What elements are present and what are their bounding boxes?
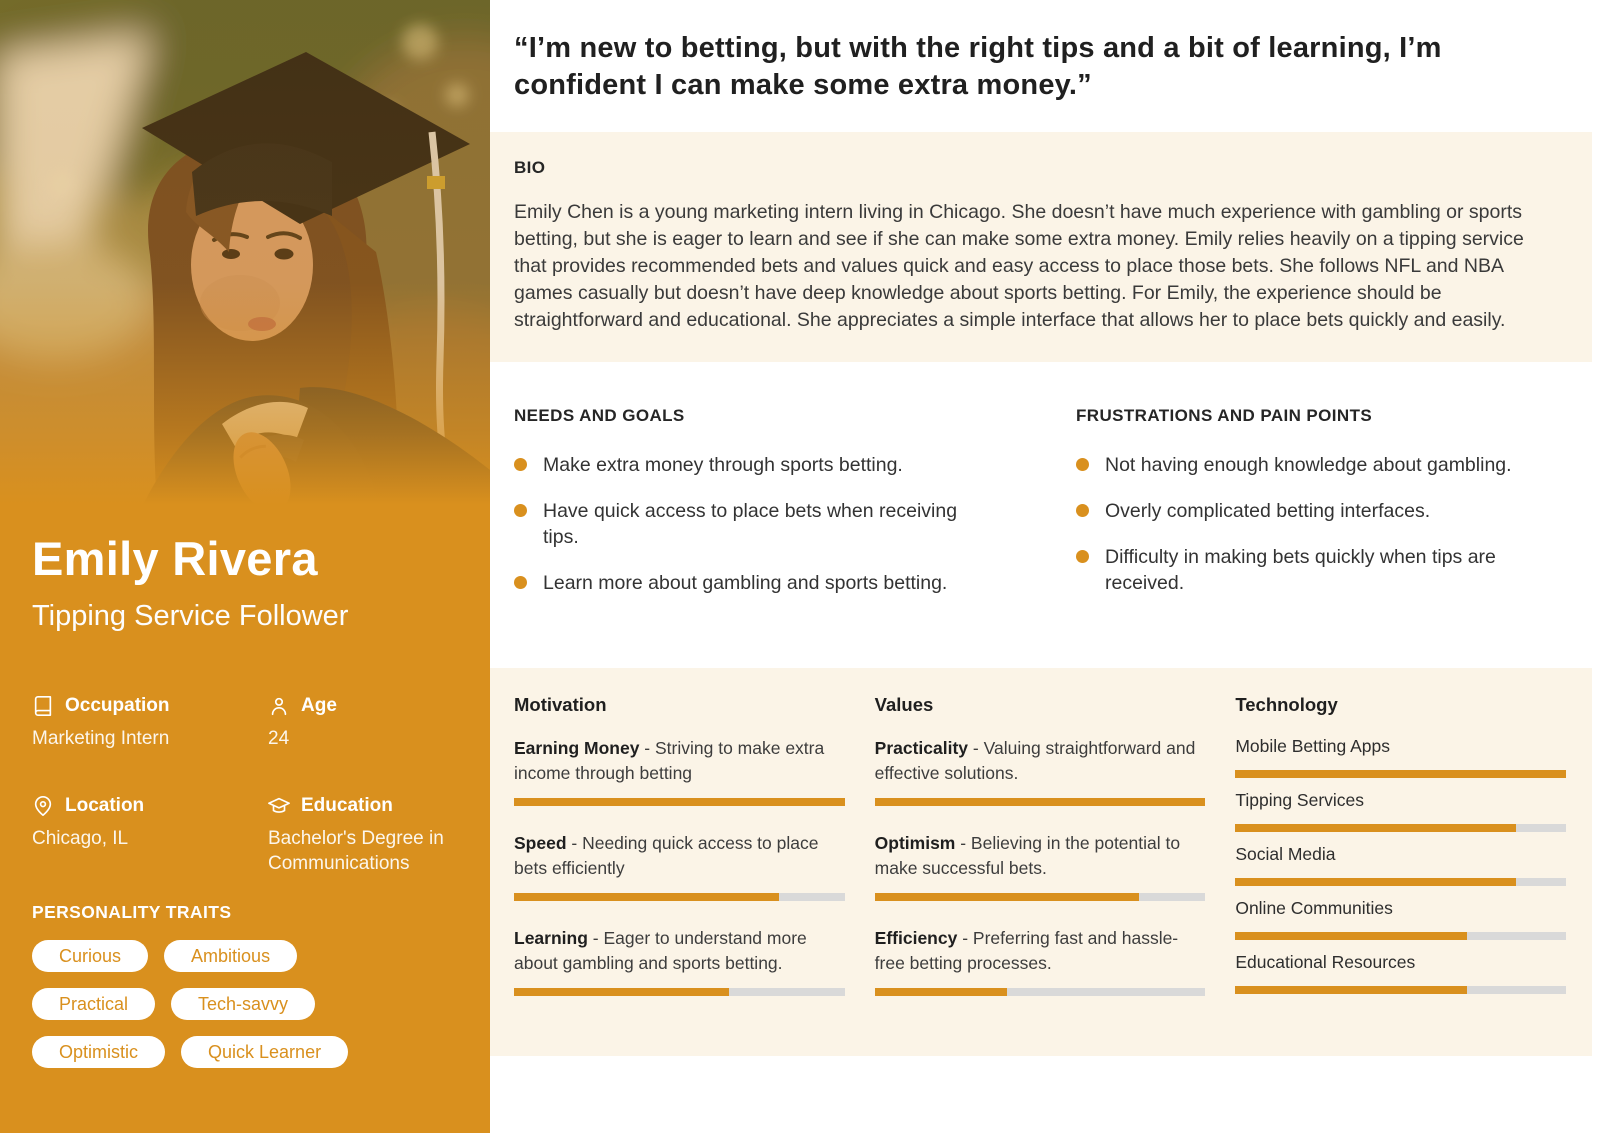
stat-item xyxy=(514,736,845,806)
info-label xyxy=(32,695,268,717)
trait-pill: Practical xyxy=(32,988,155,1020)
location-pin-icon xyxy=(32,795,54,817)
needs-section xyxy=(514,406,1076,616)
progress-bar xyxy=(1235,770,1566,778)
values-items xyxy=(875,736,1206,996)
stat-item xyxy=(875,926,1206,996)
personality-traits xyxy=(32,940,432,1068)
list-item: Make extra money through sports betting. xyxy=(514,452,993,478)
trait-pill: Curious xyxy=(32,940,148,972)
graduation-cap-icon xyxy=(268,795,290,817)
progress-bar xyxy=(1235,824,1566,832)
progress-bar xyxy=(514,893,845,901)
motivation-items xyxy=(514,736,845,996)
stat-term: Earning Money xyxy=(514,738,640,758)
needs-list xyxy=(514,452,1076,596)
technology-items xyxy=(1235,734,1566,994)
stats-panel xyxy=(490,668,1592,1056)
stat-text: Earning Money - Striving to make extra income through betting xyxy=(514,738,825,783)
quote-text: “I’m new to betting, but with the right tips and a bit of learning, I’m confident I can make some extra money.” xyxy=(514,32,1442,101)
progress-bar-fill xyxy=(514,893,779,901)
book-icon xyxy=(32,695,54,717)
stat-item xyxy=(875,736,1206,806)
sidebar-body xyxy=(0,515,490,1068)
technology-title: Technology xyxy=(1235,694,1338,715)
bullet-icon xyxy=(514,504,527,517)
technology-item xyxy=(1235,842,1566,886)
stat-text: Practicality - Valuing straightforward and effective solutions. xyxy=(874,738,1196,783)
persona-name: Emily Rivera xyxy=(32,532,318,585)
progress-bar-fill xyxy=(514,988,729,996)
trait-pill: Quick Learner xyxy=(181,1036,348,1068)
info-label-text: Age xyxy=(301,695,337,716)
info-label xyxy=(268,695,460,717)
progress-bar xyxy=(514,798,845,806)
profile-photo xyxy=(0,0,490,515)
bio-title: BIO xyxy=(514,158,546,177)
progress-bar-fill xyxy=(1235,986,1466,994)
personality-traits-title: PERSONALITY TRAITS xyxy=(32,902,232,922)
progress-bar-fill xyxy=(514,798,845,806)
info-item-age xyxy=(268,695,460,751)
stat-term: Learning xyxy=(514,928,588,948)
bio-section xyxy=(490,132,1592,362)
list-item: Have quick access to place bets when receiving tips. xyxy=(514,498,993,550)
frustrations-title: FRUSTRATIONS AND PAIN POINTS xyxy=(1076,406,1373,425)
stat-text: Speed - Needing quick access to place bets efficiently xyxy=(514,833,819,878)
info-label-text: Location xyxy=(65,795,145,816)
stat-term: Practicality xyxy=(874,738,969,758)
technology-label: Social Media xyxy=(1235,844,1336,864)
progress-bar-fill xyxy=(875,988,1007,996)
technology-label: Tipping Services xyxy=(1235,790,1365,810)
stat-term: Speed xyxy=(514,833,567,853)
info-item-location xyxy=(32,795,268,876)
stat-text: Optimism - Believing in the potential to make successful bets. xyxy=(874,833,1181,878)
info-item-education xyxy=(268,795,460,876)
technology-item xyxy=(1235,950,1566,994)
progress-bar xyxy=(875,988,1206,996)
main-content xyxy=(490,0,1600,1133)
progress-bar xyxy=(875,893,1206,901)
info-value: Marketing Intern xyxy=(32,728,170,749)
list-item: Learn more about gambling and sports betting. xyxy=(514,570,993,596)
needs-frustrations-row xyxy=(490,362,1600,616)
technology-item xyxy=(1235,734,1566,778)
info-label-text: Education xyxy=(301,795,393,816)
frustrations-list xyxy=(1076,452,1580,596)
trait-pill: Optimistic xyxy=(32,1036,165,1068)
technology-label: Online Communities xyxy=(1235,898,1393,918)
frustrations-section xyxy=(1076,406,1580,616)
progress-bar-fill xyxy=(1235,932,1466,940)
bullet-icon xyxy=(514,458,527,471)
stat-term: Efficiency xyxy=(874,928,958,948)
info-grid xyxy=(32,695,460,876)
progress-bar xyxy=(875,798,1206,806)
info-value: 24 xyxy=(268,728,290,749)
list-item: Difficulty in making bets quickly when tips are received. xyxy=(1076,544,1555,596)
bullet-icon xyxy=(514,576,527,589)
technology-label: Mobile Betting Apps xyxy=(1235,736,1391,756)
bullet-icon xyxy=(1076,550,1089,563)
bio-text: Emily Chen is a young marketing intern living in Chicago. She doesn’t have much experience with gambling or sports betting, but she is eager to learn and see if she can make some extra money. Emily relies heavily on a tipping service that provides recommended bets and values quick and easy access to place those bets. She follows NFL and NBA games casually but doesn’t have deep knowledge about sports betting. For Emily, the experience should be straightforward and educational. She appreciates a simple interface that allows her to place bets quickly and easily. xyxy=(514,201,1524,331)
info-label xyxy=(268,795,460,817)
info-label-text: Occupation xyxy=(65,695,170,716)
bullet-icon xyxy=(1076,504,1089,517)
progress-bar-fill xyxy=(1235,824,1516,832)
list-item: Overly complicated betting interfaces. xyxy=(1076,498,1555,524)
progress-bar xyxy=(514,988,845,996)
stat-item xyxy=(875,831,1206,901)
info-value: Chicago, IL xyxy=(32,828,129,849)
stat-item xyxy=(514,926,845,996)
trait-pill: Tech-savvy xyxy=(171,988,315,1020)
person-icon xyxy=(268,695,290,717)
progress-bar xyxy=(1235,932,1566,940)
stat-text: Learning - Eager to understand more about gambling and sports betting. xyxy=(514,928,807,973)
info-label xyxy=(32,795,268,817)
values-title: Values xyxy=(874,694,934,715)
progress-bar xyxy=(1235,878,1566,886)
stat-term: Optimism xyxy=(874,833,956,853)
stat-item xyxy=(514,831,845,901)
info-item-occupation xyxy=(32,695,268,751)
progress-bar xyxy=(1235,986,1566,994)
progress-bar-fill xyxy=(875,798,1206,806)
technology-column xyxy=(1235,694,1566,1056)
progress-bar-fill xyxy=(875,893,1140,901)
technology-label: Educational Resources xyxy=(1235,952,1416,972)
bullet-icon xyxy=(1076,458,1089,471)
stat-text: Efficiency - Preferring fast and hassle-free betting processes. xyxy=(874,928,1179,973)
persona-role: Tipping Service Follower xyxy=(32,600,349,632)
progress-bar-fill xyxy=(1235,770,1566,778)
list-item: Not having enough knowledge about gambling. xyxy=(1076,452,1555,478)
technology-item xyxy=(1235,896,1566,940)
sidebar xyxy=(0,0,490,1133)
progress-bar-fill xyxy=(1235,878,1516,886)
trait-pill: Ambitious xyxy=(164,940,297,972)
info-value: Bachelor's Degree in Communications xyxy=(268,828,444,874)
photo-orange-fade xyxy=(0,0,490,515)
needs-title: NEEDS AND GOALS xyxy=(514,406,685,425)
motivation-column xyxy=(514,694,845,1056)
technology-item xyxy=(1235,788,1566,832)
motivation-title: Motivation xyxy=(514,694,607,715)
values-column xyxy=(875,694,1206,1056)
